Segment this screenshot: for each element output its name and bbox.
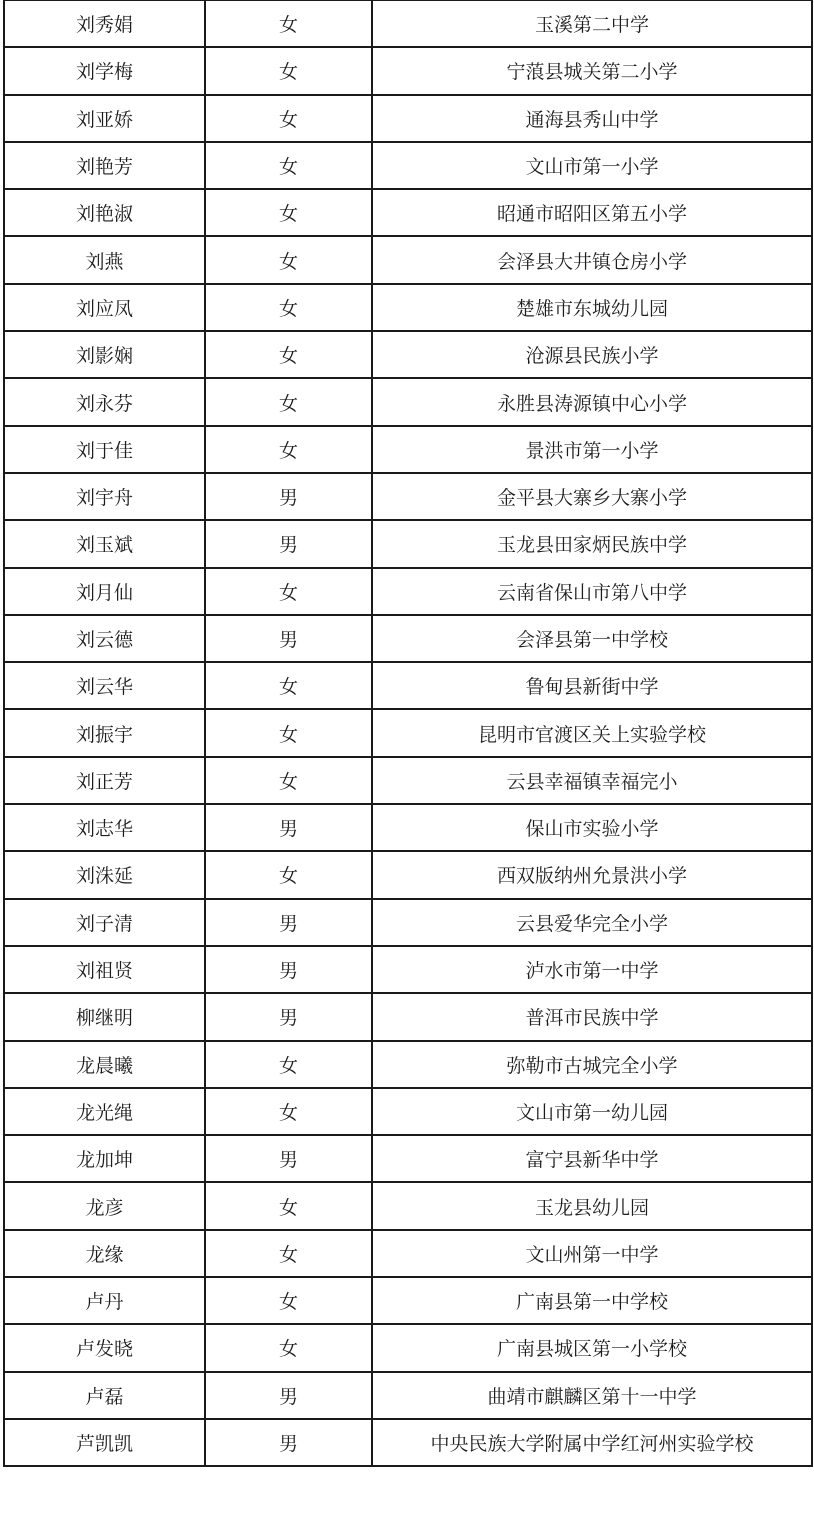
name-cell: 刘云德 [4, 615, 205, 662]
table-row [4, 0, 812, 47]
school-cell: 玉溪第二中学 [372, 0, 812, 47]
table-row [4, 1372, 812, 1419]
table-row [4, 1182, 812, 1229]
gender-cell: 女 [205, 95, 372, 142]
name-cell: 柳继明 [4, 993, 205, 1040]
name-cell: 刘应凤 [4, 284, 205, 331]
table-row [4, 1088, 812, 1135]
table-row [4, 568, 812, 615]
name-cell: 刘艳芳 [4, 142, 205, 189]
school-cell: 会泽县大井镇仓房小学 [372, 236, 812, 283]
name-cell: 刘学梅 [4, 47, 205, 94]
gender-cell: 男 [205, 473, 372, 520]
gender-cell: 男 [205, 520, 372, 567]
table-row [4, 142, 812, 189]
name-cell: 卢发晓 [4, 1324, 205, 1371]
gender-cell: 男 [205, 899, 372, 946]
school-cell: 楚雄市东城幼儿园 [372, 284, 812, 331]
school-cell: 景洪市第一小学 [372, 426, 812, 473]
table-row [4, 946, 812, 993]
name-cell: 刘月仙 [4, 568, 205, 615]
school-cell: 富宁县新华中学 [372, 1135, 812, 1182]
name-cell: 刘影娴 [4, 331, 205, 378]
gender-cell: 男 [205, 946, 372, 993]
table-row [4, 993, 812, 1040]
gender-cell: 女 [205, 568, 372, 615]
name-cell: 刘永芬 [4, 378, 205, 425]
name-cell: 刘玉斌 [4, 520, 205, 567]
table-row [4, 851, 812, 898]
table-row [4, 709, 812, 756]
table-row [4, 236, 812, 283]
table-row [4, 1230, 812, 1277]
gender-cell: 男 [205, 804, 372, 851]
gender-cell: 女 [205, 1230, 372, 1277]
name-cell: 刘宇舟 [4, 473, 205, 520]
name-cell: 刘燕 [4, 236, 205, 283]
school-cell: 玉龙县田家炳民族中学 [372, 520, 812, 567]
name-cell: 卢丹 [4, 1277, 205, 1324]
name-cell: 芦凯凯 [4, 1419, 205, 1466]
school-cell: 昆明市官渡区关上实验学校 [372, 709, 812, 756]
school-cell: 文山州第一中学 [372, 1230, 812, 1277]
gender-cell: 男 [205, 1419, 372, 1466]
school-cell: 保山市实验小学 [372, 804, 812, 851]
name-cell: 刘云华 [4, 662, 205, 709]
table-row [4, 473, 812, 520]
school-cell: 沧源县民族小学 [372, 331, 812, 378]
name-cell: 龙加坤 [4, 1135, 205, 1182]
name-cell: 龙缘 [4, 1230, 205, 1277]
school-cell: 昭通市昭阳区第五小学 [372, 189, 812, 236]
name-cell: 龙彦 [4, 1182, 205, 1229]
table-row [4, 615, 812, 662]
gender-cell: 男 [205, 615, 372, 662]
table-row [4, 378, 812, 425]
gender-cell: 女 [205, 1041, 372, 1088]
name-cell: 龙光绳 [4, 1088, 205, 1135]
table-row [4, 757, 812, 804]
gender-cell: 女 [205, 1324, 372, 1371]
gender-cell: 女 [205, 378, 372, 425]
name-cell: 刘振宇 [4, 709, 205, 756]
school-cell: 云县幸福镇幸福完小 [372, 757, 812, 804]
name-cell: 刘秀娟 [4, 0, 205, 47]
school-cell: 会泽县第一中学校 [372, 615, 812, 662]
gender-cell: 女 [205, 851, 372, 898]
gender-cell: 女 [205, 47, 372, 94]
school-cell: 西双版纳州允景洪小学 [372, 851, 812, 898]
school-cell: 云南省保山市第八中学 [372, 568, 812, 615]
table-row [4, 899, 812, 946]
school-cell: 文山市第一小学 [372, 142, 812, 189]
table-row [4, 804, 812, 851]
school-cell: 宁蒗县城关第二小学 [372, 47, 812, 94]
name-cell: 刘志华 [4, 804, 205, 851]
gender-cell: 女 [205, 189, 372, 236]
name-cell: 刘艳淑 [4, 189, 205, 236]
school-cell: 云县爱华完全小学 [372, 899, 812, 946]
gender-cell: 女 [205, 1277, 372, 1324]
table-row [4, 1041, 812, 1088]
table-row [4, 189, 812, 236]
gender-cell: 女 [205, 709, 372, 756]
gender-cell: 女 [205, 331, 372, 378]
school-cell: 广南县城区第一小学校 [372, 1324, 812, 1371]
gender-cell: 女 [205, 1182, 372, 1229]
table-row [4, 1135, 812, 1182]
gender-cell: 女 [205, 426, 372, 473]
table-row [4, 662, 812, 709]
roster-body [4, 0, 812, 1466]
name-cell: 刘子清 [4, 899, 205, 946]
table-row [4, 47, 812, 94]
table-row [4, 284, 812, 331]
gender-cell: 女 [205, 142, 372, 189]
school-cell: 曲靖市麒麟区第十一中学 [372, 1372, 812, 1419]
gender-cell: 女 [205, 757, 372, 804]
gender-cell: 男 [205, 993, 372, 1040]
school-cell: 永胜县涛源镇中心小学 [372, 378, 812, 425]
school-cell: 金平县大寨乡大寨小学 [372, 473, 812, 520]
table-row [4, 95, 812, 142]
school-cell: 中央民族大学附属中学红河州实验学校 [372, 1419, 812, 1466]
school-cell: 普洱市民族中学 [372, 993, 812, 1040]
name-cell: 卢磊 [4, 1372, 205, 1419]
name-cell: 刘正芳 [4, 757, 205, 804]
school-cell: 泸水市第一中学 [372, 946, 812, 993]
table-row [4, 1324, 812, 1371]
roster-table [3, 0, 813, 1467]
gender-cell: 女 [205, 662, 372, 709]
school-cell: 鲁甸县新街中学 [372, 662, 812, 709]
gender-cell: 男 [205, 1135, 372, 1182]
table-row [4, 1419, 812, 1466]
name-cell: 刘祖贤 [4, 946, 205, 993]
gender-cell: 女 [205, 236, 372, 283]
school-cell: 通海县秀山中学 [372, 95, 812, 142]
table-row [4, 520, 812, 567]
table-row [4, 426, 812, 473]
gender-cell: 男 [205, 1372, 372, 1419]
gender-cell: 女 [205, 284, 372, 331]
school-cell: 玉龙县幼儿园 [372, 1182, 812, 1229]
table-row [4, 1277, 812, 1324]
school-cell: 广南县第一中学校 [372, 1277, 812, 1324]
name-cell: 龙晨曦 [4, 1041, 205, 1088]
name-cell: 刘亚娇 [4, 95, 205, 142]
school-cell: 文山市第一幼儿园 [372, 1088, 812, 1135]
name-cell: 刘洙延 [4, 851, 205, 898]
gender-cell: 女 [205, 0, 372, 47]
gender-cell: 女 [205, 1088, 372, 1135]
school-cell: 弥勒市古城完全小学 [372, 1041, 812, 1088]
table-row [4, 331, 812, 378]
name-cell: 刘于佳 [4, 426, 205, 473]
